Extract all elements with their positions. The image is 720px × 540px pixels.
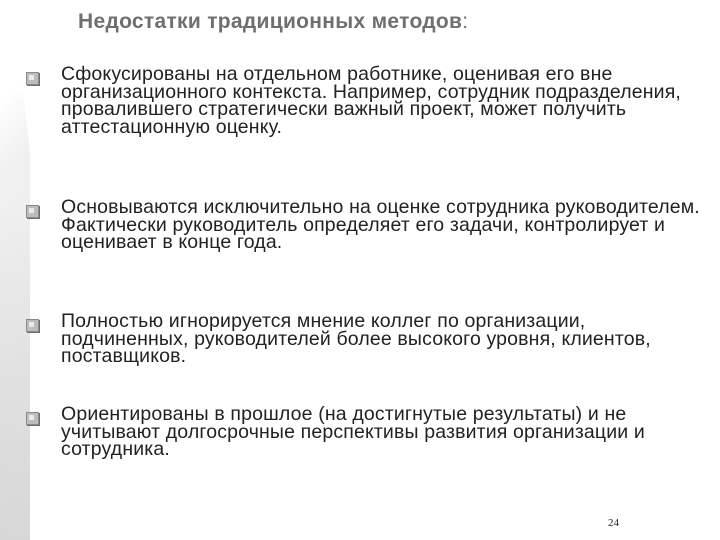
bullet-text: Сфокусированы на отдельном работнике, оценивая его вне организационного контекста. Например, сотрудник подразделения, провалившего стратегически важный проект, может получить аттестационную оценку. bbox=[61, 63, 681, 138]
slide-title bbox=[78, 10, 468, 34]
slide-title-colon: : bbox=[462, 10, 469, 33]
bullet-text: Полностью игнорируется мнение коллег по организации, подчиненных, руководителей более высокого уровня, клиентов, поставщиков. bbox=[61, 310, 651, 367]
square-bullet-icon bbox=[26, 205, 39, 218]
page-number: 24 bbox=[608, 517, 619, 529]
bullet-text: Основываются исключительно на оценке сотрудника руководителем. Фактически руководитель определяет его задачи, контролирует и оценивает в конце года. bbox=[61, 196, 700, 253]
square-bullet-icon bbox=[26, 412, 39, 425]
bullet-text: Ориентированы в прошлое (на достигнутые результаты) и не учитывают долгосрочные перспективы развития организации и сотрудника. bbox=[61, 403, 645, 460]
square-bullet-icon bbox=[26, 319, 39, 332]
square-bullet-icon bbox=[26, 72, 39, 85]
slide-title-text: Недостатки традиционных методов bbox=[78, 10, 463, 33]
